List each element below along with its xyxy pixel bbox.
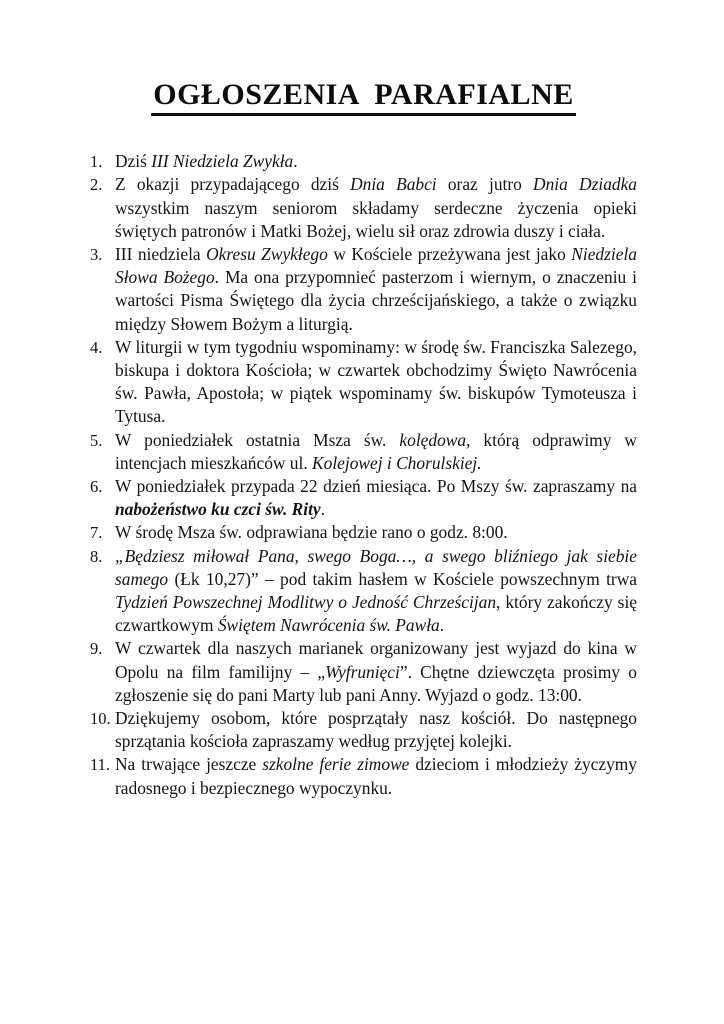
- text-run: oraz jutro: [436, 174, 534, 195]
- item-number: 4.: [90, 337, 103, 357]
- text-run: dzieciom i młodzieży życzymy radosnego i bezpiecznego wypoczynku.: [115, 754, 637, 798]
- announcement-item: [90, 243, 637, 336]
- text-run: III niedziela: [115, 244, 207, 264]
- text-run: Dziś: [115, 151, 152, 172]
- text-run: , który zakończy się czwartkowym: [115, 592, 637, 636]
- text-run: szkolne ferie zimowe: [262, 754, 410, 775]
- text-run: Dnia Dziadka: [533, 174, 638, 195]
- announcements-list: [90, 150, 637, 800]
- item-number: 3.: [90, 245, 103, 264]
- text-run: nabożeństwo ku czci św. Rity: [115, 499, 321, 520]
- text-run: Niedziela Słowa Bożego: [115, 244, 637, 288]
- text-run: (Łk 10,27)” – pod takim hasłem w Kościele powszechnym trwa: [168, 568, 637, 589]
- text-run: W poniedziałek ostatnia Msza św.: [115, 429, 400, 450]
- announcement-item: [90, 475, 637, 521]
- text-run: Na trwające jeszcze: [115, 754, 263, 775]
- announcement-item: [90, 521, 637, 544]
- text-run: Tydzień Powszechnej Modlitwy o Jedność Chrześcijan: [115, 592, 497, 613]
- item-number: 7.: [90, 523, 103, 543]
- text-run: W poniedziałek przypada 22 dzień miesiąca. Po Mszy św. zapraszamy na: [115, 476, 637, 497]
- text-run: „Będziesz miłował Pana, swego Boga…, a swego bliźniego jak siebie samego: [115, 545, 637, 589]
- page-title: OGŁOSZENIA PARAFIALNE: [151, 78, 576, 116]
- announcement-item: [90, 336, 637, 429]
- announcement-item: [90, 753, 637, 799]
- announcement-item: [90, 637, 637, 707]
- item-number: 9.: [90, 639, 103, 659]
- text-run: ”. Chętne dziewczęta prosimy o zgłoszenie się do pani Marty lub pani Anny. Wyjazd o godz. 13:00.: [115, 661, 637, 705]
- text-run: III Niedziela Zwykła: [151, 151, 294, 172]
- announcement-item: [90, 173, 637, 243]
- text-run: Kolejowej i Chorulskiej.: [312, 452, 482, 473]
- text-run: W czwartek dla naszych marianek organizowany jest wyjazd do kina w Opolu na film familijny – „: [115, 638, 637, 682]
- text-run: wszystkim naszym seniorom składamy serdeczne życzenia opieki świętych patronów i Matki Bożej, wielu sił oraz zdrowia duszy i ciała.: [115, 197, 637, 241]
- text-run: W środę Msza św. odprawiana będzie rano o godz. 8:00.: [115, 522, 508, 543]
- item-number: 5.: [90, 430, 103, 450]
- text-run: Wyfrunięci: [325, 661, 400, 682]
- text-run: Okresu Zwykłego: [206, 244, 328, 264]
- text-run: Dnia Babci: [350, 174, 437, 195]
- item-number: 8.: [90, 546, 103, 566]
- text-run: . Ma ona przypomnieć pasterzom i wiernym, o znaczeniu i wartości Pisma Świętego dla życia chrześcijańskiego, a także o związku między Słowem Bożym a liturgią.: [115, 267, 637, 334]
- document-content: [90, 58, 637, 800]
- text-run: .: [439, 615, 445, 636]
- text-run: Dziękujemy osobom, które posprzątały nasz kościół. Do następnego sprzątania kościoła zapraszamy według przyjętej kolejki.: [115, 708, 637, 752]
- text-run: kolędowa,: [399, 429, 471, 450]
- text-run: W liturgii w tym tygodniu wspominamy: w środę św. Franciszka Salezego, biskupa i doktora Kościoła; w czwartek obchodzimy Święto Nawrócenia św. Pawła, Apostoła; w piątek wspominamy św. biskupów Tymoteusza i Tytusa.: [115, 336, 637, 427]
- item-number: 1.: [90, 152, 103, 172]
- title-container: [90, 58, 637, 136]
- text-run: Z okazji przypadającego dziś: [115, 174, 351, 195]
- item-number: 10.: [90, 709, 111, 729]
- text-run: Świętem Nawrócenia św. Pawła: [217, 615, 440, 636]
- item-number: 6.: [90, 477, 103, 497]
- announcement-item: [90, 545, 637, 638]
- text-run: .: [320, 499, 326, 520]
- announcement-item: [90, 707, 637, 753]
- announcement-item: [90, 429, 637, 475]
- item-number: 11.: [90, 755, 111, 775]
- text-run: którą odprawimy w intencjach mieszkańców ul.: [115, 429, 637, 473]
- text-run: .: [293, 151, 298, 172]
- text-run: w Kościele przeżywana jest jako: [327, 244, 572, 264]
- announcement-item: [90, 150, 637, 173]
- item-number: 2.: [90, 175, 103, 195]
